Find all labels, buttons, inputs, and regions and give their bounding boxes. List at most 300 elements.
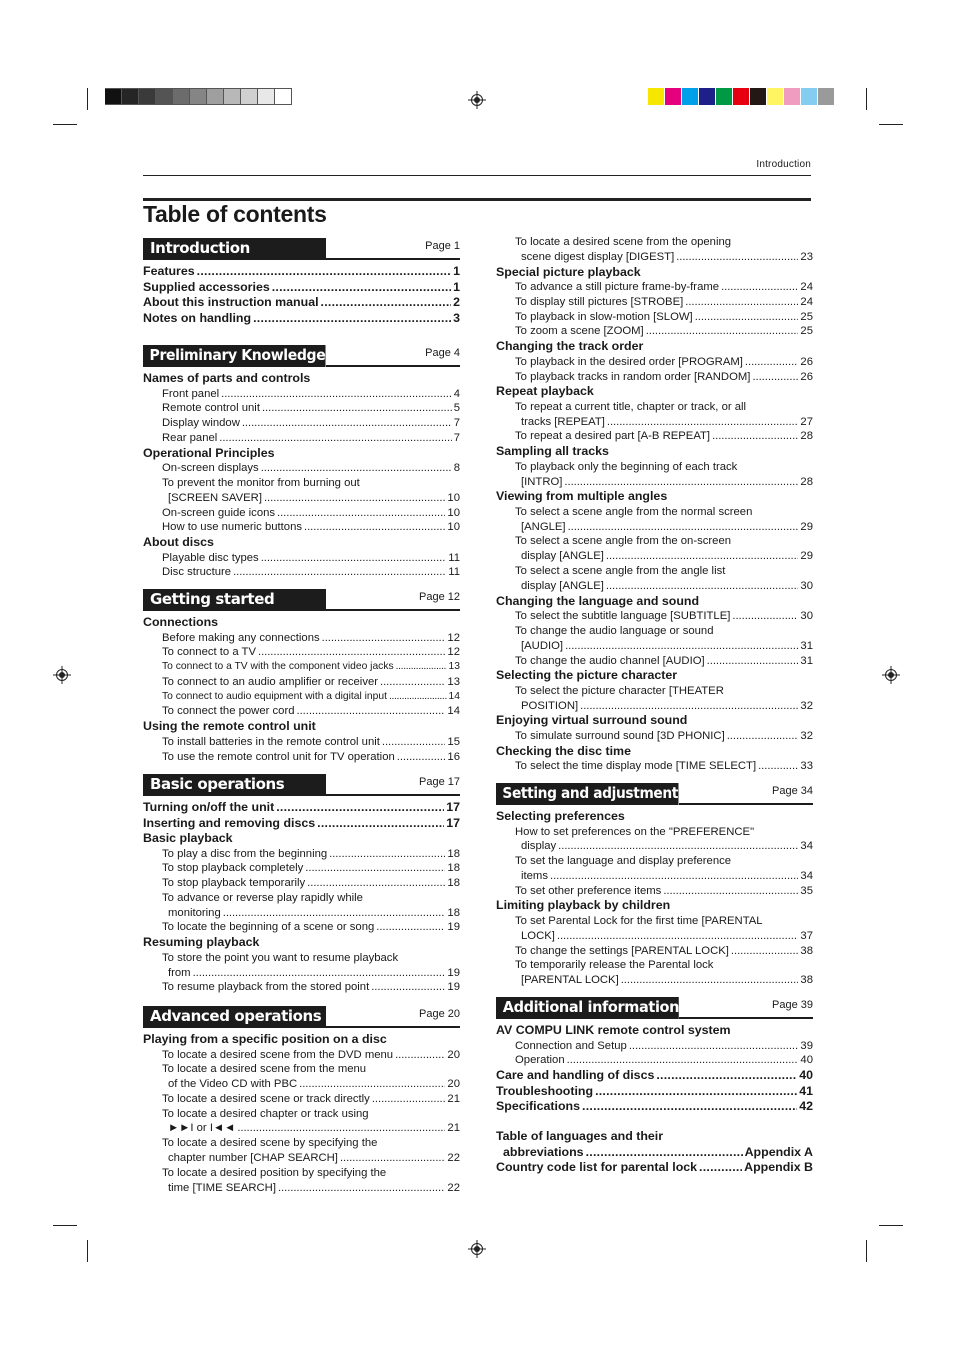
toc-entry xyxy=(496,654,813,669)
toc-entry-label: [INTRO] xyxy=(521,475,563,488)
toc-page-number: 22 xyxy=(447,1152,460,1165)
crop-mark xyxy=(879,1225,903,1226)
section-start-page: Page 4 xyxy=(425,347,460,359)
toc-entry-list xyxy=(496,1023,813,1115)
running-header: Introduction xyxy=(756,159,811,170)
toc-entry-label: To set other preference items xyxy=(515,884,662,897)
toc-entry xyxy=(496,684,813,699)
section-start-page: Page 12 xyxy=(419,591,460,603)
toc-entry xyxy=(496,415,813,430)
toc-entry xyxy=(143,876,460,891)
toc-entry-label: To simulate surround sound [3D PHONIC] xyxy=(515,729,725,742)
toc-page-number: 32 xyxy=(800,729,813,742)
toc-entry-label: Care and handling of discs xyxy=(496,1068,655,1083)
toc-entry xyxy=(143,491,460,506)
toc-entry xyxy=(143,520,460,535)
section-start-page: Page 39 xyxy=(772,999,813,1011)
toc-entry xyxy=(496,1039,813,1054)
toc-entry xyxy=(143,431,460,446)
toc-entry-label: To set the language and display preference xyxy=(515,855,732,868)
section-title: Getting started xyxy=(143,589,326,611)
dot-leader xyxy=(656,1068,797,1084)
registration-mark-icon xyxy=(882,666,900,684)
toc-page-number: 11 xyxy=(448,551,460,564)
toc-entry xyxy=(496,370,813,385)
toc-entry-label: Resuming playback xyxy=(143,935,260,950)
dot-leader xyxy=(621,973,799,988)
dot-leader xyxy=(372,1092,446,1107)
toc-entry xyxy=(496,759,813,774)
toc-page-number: 25 xyxy=(800,325,813,338)
dot-leader xyxy=(264,491,445,506)
toc-entry xyxy=(496,973,813,988)
toc-entry-label: of the Video CD with PBC xyxy=(168,1078,298,1091)
toc-entry xyxy=(143,1121,460,1136)
toc-entry-label: On-screen guide icons xyxy=(162,506,276,519)
dot-leader xyxy=(564,475,798,490)
toc-entry-label: About discs xyxy=(143,535,214,550)
toc-entry xyxy=(143,906,460,921)
toc-page-number: 21 xyxy=(447,1092,460,1105)
toc-section xyxy=(143,345,460,580)
crop-mark xyxy=(87,1240,88,1262)
toc-entry-label: To display still pictures [STROBE] xyxy=(515,295,684,308)
toc-page-number: 42 xyxy=(799,1099,813,1114)
toc-entry xyxy=(496,624,813,639)
toc-entry xyxy=(143,506,460,521)
toc-page-number: 23 xyxy=(800,250,813,263)
toc-entry-label: To advance or reverse play rapidly while xyxy=(162,891,363,904)
toc-entry-label: Selecting the picture character xyxy=(496,668,678,683)
toc-page-number: 32 xyxy=(800,699,813,712)
dot-leader xyxy=(261,551,447,566)
toc-entry xyxy=(143,551,460,566)
toc-continuation xyxy=(496,235,813,774)
section-header xyxy=(143,1006,460,1028)
toc-page-number: 33 xyxy=(800,760,813,773)
toc-entry-list xyxy=(143,1032,460,1195)
crop-mark xyxy=(53,124,77,125)
toc-entry xyxy=(143,631,460,646)
dot-leader xyxy=(586,1145,743,1161)
dot-leader xyxy=(272,280,451,296)
toc-entry xyxy=(496,475,813,490)
toc-entry xyxy=(496,324,813,339)
dot-leader xyxy=(606,579,799,594)
toc-entry-label: To select the time display mode [TIME SELECT] xyxy=(515,760,757,773)
toc-heading-entry xyxy=(496,744,813,760)
dot-leader xyxy=(558,839,798,854)
toc-entry-label: Before making any connections xyxy=(162,631,320,644)
toc-entry xyxy=(143,401,460,416)
toc-page-number: 14 xyxy=(448,690,460,702)
dot-leader xyxy=(304,520,445,535)
toc-entry-label: To resume playback from the stored point xyxy=(162,981,370,994)
page-title: Table of contents xyxy=(143,201,327,227)
dot-leader xyxy=(329,847,445,862)
toc-entry-list xyxy=(143,371,460,580)
section-rule xyxy=(326,609,460,611)
crop-mark xyxy=(87,88,88,110)
dot-leader xyxy=(221,387,452,402)
toc-entry-label: To connect to a TV xyxy=(162,646,256,659)
section-header xyxy=(143,774,460,796)
toc-page-number: 20 xyxy=(447,1078,460,1091)
toc-entry xyxy=(496,549,813,564)
toc-entry xyxy=(143,861,460,876)
toc-entry-label: scene digest display [DIGEST] xyxy=(521,250,675,263)
toc-entry-label: items xyxy=(521,869,548,882)
toc-heading-entry xyxy=(143,831,460,847)
toc-entry-label: Connection and Setup xyxy=(515,1039,627,1052)
toc-entry-label: To locate a desired scene from the DVD menu xyxy=(162,1048,394,1061)
section-title: Additional information xyxy=(496,997,679,1019)
toc-entry-label: Viewing from multiple angles xyxy=(496,489,668,504)
toc-page-number: 1 xyxy=(453,279,460,294)
toc-heading-entry xyxy=(496,594,813,610)
toc-entry xyxy=(496,958,813,973)
toc-page-number: 18 xyxy=(447,847,460,860)
toc-entry-label: To select the subtitle language [SUBTITLE] xyxy=(515,610,731,623)
toc-entry-label: To change the audio language or sound xyxy=(515,624,714,637)
toc-entry xyxy=(496,929,813,944)
toc-entry xyxy=(143,750,460,765)
toc-entry xyxy=(143,1107,460,1122)
toc-entry-label: AV COMPU LINK remote control system xyxy=(496,1023,731,1037)
section-start-page: Page 34 xyxy=(772,785,813,797)
toc-page-number: 24 xyxy=(800,295,813,308)
toc-entry-label: To playback only the beginning of each track xyxy=(515,460,738,473)
toc-page-number: 2 xyxy=(453,295,460,309)
dot-leader xyxy=(676,250,798,265)
dot-leader xyxy=(197,264,451,280)
toc-entry-label: Remote control unit xyxy=(162,402,260,415)
toc-entry-label: To playback tracks in random order [RANDOM] xyxy=(515,370,751,383)
toc-entry-label: Limiting playback by children xyxy=(496,898,671,913)
toc-page-number: 18 xyxy=(447,906,460,919)
toc-heading-entry xyxy=(496,898,813,914)
dot-leader xyxy=(380,675,445,690)
toc-entry xyxy=(496,839,813,854)
dot-leader xyxy=(305,861,445,876)
toc-entry-label: To stop playback completely xyxy=(162,862,304,875)
toc-page-number: 1 xyxy=(453,264,460,278)
toc-entry-label: Troubleshooting xyxy=(496,1083,594,1098)
dot-leader xyxy=(699,1160,742,1176)
toc-entry-list xyxy=(143,615,460,764)
dot-leader xyxy=(568,520,799,535)
toc-entry-label: abbreviations xyxy=(503,1144,584,1159)
toc-entry xyxy=(143,1092,460,1107)
toc-page-number: 13 xyxy=(447,675,460,688)
toc-entry xyxy=(143,847,460,862)
toc-page-number: 21 xyxy=(447,1122,460,1135)
crop-mark xyxy=(866,88,867,110)
section-start-page: Page 17 xyxy=(419,776,460,788)
toc-entry xyxy=(496,429,813,444)
toc-entry xyxy=(496,579,813,594)
dot-leader xyxy=(382,735,446,750)
toc-entry-label: monitoring xyxy=(168,906,221,919)
toc-entry-label: Basic playback xyxy=(143,831,233,845)
section-header xyxy=(143,345,460,367)
dot-leader xyxy=(258,645,445,660)
toc-entry xyxy=(496,884,813,899)
toc-entry xyxy=(143,387,460,402)
dot-leader xyxy=(277,506,445,521)
toc-entry xyxy=(496,505,813,520)
toc-entry-label: [PARENTAL LOCK] xyxy=(521,974,619,987)
dot-leader xyxy=(396,660,447,675)
toc-heading-entry xyxy=(496,444,813,460)
toc-heading-entry xyxy=(496,384,813,400)
toc-page-number: 18 xyxy=(447,877,460,890)
toc-page-number: 38 xyxy=(800,944,813,957)
dot-leader xyxy=(307,876,445,891)
toc-page-number: 28 xyxy=(800,430,813,443)
toc-entry-label: ►►I or I◄◄ xyxy=(168,1122,236,1135)
dot-leader xyxy=(685,295,798,310)
dot-leader xyxy=(278,1181,445,1196)
toc-page-number: 10 xyxy=(447,521,460,534)
toc-entry xyxy=(143,980,460,995)
toc-entry-label: To locate a desired scene from the menu xyxy=(162,1063,367,1076)
dot-leader xyxy=(695,310,799,325)
toc-page-number: 22 xyxy=(447,1181,460,1194)
toc-page-number: 34 xyxy=(800,869,813,882)
toc-page-number: 18 xyxy=(447,862,460,875)
dot-leader xyxy=(727,729,799,744)
toc-heading-entry xyxy=(143,935,460,951)
toc-entry-label: To temporarily release the Parental lock xyxy=(515,959,714,972)
dot-leader xyxy=(223,906,446,921)
section-start-page: Page 20 xyxy=(419,1008,460,1020)
toc-entry xyxy=(496,564,813,579)
toc-entry xyxy=(143,1166,460,1181)
toc-entry xyxy=(143,1136,460,1151)
registration-mark-icon xyxy=(53,666,71,684)
dot-leader xyxy=(712,429,798,444)
dot-leader xyxy=(261,461,452,476)
toc-heading-entry xyxy=(496,668,813,684)
toc-entry-label: Repeat playback xyxy=(496,384,594,399)
toc-heading-entry xyxy=(496,1160,813,1176)
toc-entry xyxy=(496,1053,813,1068)
toc-page-number: 12 xyxy=(447,646,460,659)
section-rule xyxy=(326,258,460,260)
dot-leader xyxy=(607,415,799,430)
toc-section xyxy=(143,238,460,326)
toc-page-number: 26 xyxy=(800,355,813,368)
toc-entry-label: How to use numeric buttons xyxy=(162,521,303,534)
toc-page-number: 19 xyxy=(447,921,460,934)
toc-entry xyxy=(143,1062,460,1077)
toc-entry-label: To locate a desired scene from the opening xyxy=(515,236,732,248)
toc-entry-label: Front panel xyxy=(162,387,220,400)
toc-entry-label: To play a disc from the beginning xyxy=(162,847,328,860)
dot-leader xyxy=(745,355,799,370)
dot-leader xyxy=(567,1053,799,1068)
toc-entry xyxy=(496,854,813,869)
toc-heading-entry xyxy=(496,1084,813,1100)
toc-entry-label: Operational Principles xyxy=(143,445,275,460)
toc-page-number: 30 xyxy=(800,579,813,592)
toc-entry-label: To stop playback temporarily xyxy=(162,877,306,890)
crop-mark xyxy=(879,124,903,125)
toc-entry xyxy=(143,476,460,491)
toc-entry-label: Sampling all tracks xyxy=(496,444,609,459)
dot-leader xyxy=(565,639,798,654)
toc-entry-label: from xyxy=(168,966,191,979)
toc-entry-label: To repeat a desired part [A-B REPEAT] xyxy=(515,430,711,443)
toc-page-number: 31 xyxy=(800,654,813,667)
toc-entry xyxy=(143,891,460,906)
toc-heading-entry xyxy=(496,713,813,729)
color-swatch xyxy=(105,88,122,105)
toc-entry-label: display xyxy=(521,840,557,853)
toc-entry-label: To connect to audio equipment with a digital input xyxy=(162,690,387,702)
toc-entry-label: Playing from a specific position on a disc xyxy=(143,1032,387,1046)
toc-page-number: 26 xyxy=(800,370,813,383)
toc-entry-label: To select a scene angle from the on-screen xyxy=(515,535,732,548)
dot-leader xyxy=(707,654,799,669)
toc-entry-label: display [ANGLE] xyxy=(521,579,604,592)
toc-entry-label: Changing the language and sound xyxy=(496,593,700,608)
toc-section xyxy=(143,774,460,995)
toc-page-number: 19 xyxy=(447,981,460,994)
toc-page-number: 27 xyxy=(800,415,813,428)
toc-heading-entry xyxy=(496,809,813,825)
dot-leader xyxy=(371,980,445,995)
dot-leader xyxy=(233,565,446,580)
dot-leader xyxy=(397,750,446,765)
toc-entry-label: Table of languages and their xyxy=(496,1129,664,1143)
color-swatch xyxy=(122,88,139,105)
toc-page-number: 4 xyxy=(453,387,460,400)
toc-entry xyxy=(143,645,460,660)
toc-entry-label: Connections xyxy=(143,615,219,629)
toc-entry-label: To prevent the monitor from burning out xyxy=(162,476,360,489)
toc-entry-label: Features xyxy=(143,264,195,278)
toc-entry-label: [SCREEN SAVER] xyxy=(168,491,262,504)
toc-entry xyxy=(496,295,813,310)
toc-entry-label: To locate the beginning of a scene or song xyxy=(162,921,375,934)
section-start-page: Page 1 xyxy=(425,240,460,252)
toc-page-number: 10 xyxy=(447,506,460,519)
toc-heading-entry xyxy=(496,489,813,505)
toc-entry-label: Notes on handling xyxy=(143,310,252,325)
dot-leader xyxy=(193,966,446,981)
toc-entry-label: Inserting and removing discs xyxy=(143,815,316,830)
toc-entry-label: POSITION] xyxy=(521,699,579,712)
registration-mark-icon xyxy=(468,91,486,109)
toc-entry xyxy=(143,1077,460,1092)
toc-entry xyxy=(496,520,813,535)
toc-page-number: Appendix A xyxy=(744,1144,813,1159)
toc-entry-label: To locate a desired chapter or track using xyxy=(162,1107,369,1120)
dot-leader xyxy=(340,1151,445,1166)
toc-entry xyxy=(496,944,813,959)
toc-entry xyxy=(143,675,460,690)
toc-section xyxy=(143,1006,460,1195)
dot-leader xyxy=(595,1084,797,1100)
dot-leader xyxy=(629,1039,799,1054)
toc-entry-label: tracks [REPEAT] xyxy=(521,415,605,428)
toc-page-number: 40 xyxy=(800,1054,813,1067)
dot-leader xyxy=(317,816,444,832)
toc-entry xyxy=(496,609,813,624)
toc-entry xyxy=(143,690,460,705)
toc-entry-label: time [TIME SEARCH] xyxy=(168,1181,276,1194)
toc-heading-entry xyxy=(143,371,460,387)
dot-leader xyxy=(237,1121,445,1136)
toc-entry-label: To connect the power cord xyxy=(162,705,295,718)
toc-heading-entry xyxy=(496,1129,813,1145)
toc-page-number: 20 xyxy=(447,1048,460,1061)
section-rule xyxy=(679,803,813,805)
section-header xyxy=(143,589,460,611)
toc-entry xyxy=(143,966,460,981)
toc-entry-label: Country code list for parental lock xyxy=(496,1160,698,1174)
toc-entry xyxy=(143,735,460,750)
dot-leader xyxy=(262,401,452,416)
toc-page-number: 29 xyxy=(800,520,813,533)
dot-leader xyxy=(550,869,798,884)
toc-entry-label: To connect to a TV with the component video jacks xyxy=(162,661,394,673)
toc-entry-label: To select a scene angle from the normal screen xyxy=(515,505,753,518)
toc-entry-label: To playback in slow-motion [SLOW] xyxy=(515,310,693,323)
toc-page-number: 11 xyxy=(448,566,460,579)
toc-heading-entry xyxy=(496,1145,813,1161)
toc-entry xyxy=(496,825,813,840)
toc-heading-entry xyxy=(143,311,460,327)
section-header xyxy=(496,783,813,805)
toc-entry xyxy=(496,699,813,714)
dot-leader xyxy=(663,884,798,899)
toc-entry-label: To locate a desired position by specifying the xyxy=(162,1166,387,1179)
toc-entry-label: [ANGLE] xyxy=(521,520,566,533)
toc-entry-label: [AUDIO] xyxy=(521,639,564,652)
dot-leader xyxy=(395,1048,445,1063)
toc-heading-entry xyxy=(143,800,460,816)
section-title: Basic operations xyxy=(143,774,326,796)
toc-page-number: 19 xyxy=(447,966,460,979)
toc-entry-label: Names of parts and controls xyxy=(143,371,311,385)
toc-heading-entry xyxy=(496,1068,813,1084)
registration-mark-icon xyxy=(468,1240,486,1258)
toc-heading-entry xyxy=(143,264,460,280)
toc-page-number: 31 xyxy=(800,639,813,652)
toc-entry xyxy=(496,729,813,744)
toc-entry-list xyxy=(496,809,813,988)
toc-entry xyxy=(496,250,813,265)
toc-entry xyxy=(143,461,460,476)
toc-page-number: 7 xyxy=(453,417,460,430)
toc-entry-label: Display window xyxy=(162,417,240,430)
dot-leader xyxy=(606,549,799,564)
toc-entry-label: chapter number [CHAP SEARCH] xyxy=(168,1152,338,1165)
toc-entry xyxy=(496,310,813,325)
toc-entry-list xyxy=(143,800,460,995)
toc-right-column xyxy=(496,0,813,1352)
toc-entry-label: To repeat a current title, chapter or track, or all xyxy=(515,400,747,413)
toc-entry-label: Disc structure xyxy=(162,566,232,579)
toc-entry-label: How to set preferences on the "PREFERENCE" xyxy=(515,825,755,838)
toc-entry xyxy=(143,416,460,431)
dot-leader xyxy=(297,704,446,719)
section-header xyxy=(143,238,460,260)
toc-entry xyxy=(143,1151,460,1166)
